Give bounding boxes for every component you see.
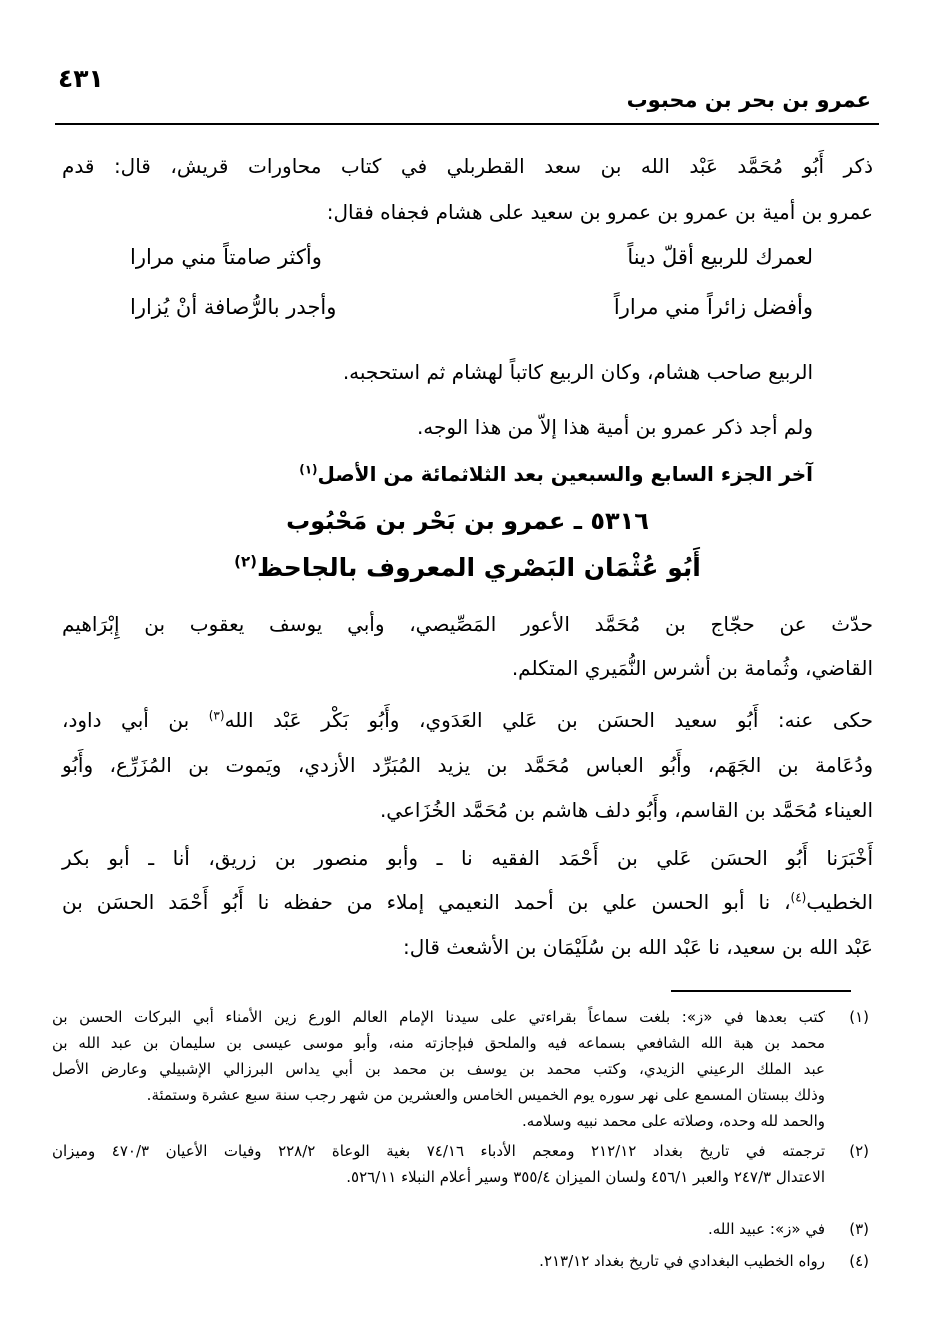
footnote-1-line-2: محمد بن هبة الله الشافعي بسماعه فيه والملحق فبإجازته منه، وأبو موسى عيسى بن سليمان بن عبد الله بن xyxy=(52,1034,825,1052)
footnote-rule xyxy=(671,990,851,992)
footnote-1-line-3: عبد الملك الرعيني الزيدي، وكتب محمد بن يوسف بن محمد بن أبي يداس البرزالي الإشبيلي وعارض الأصل xyxy=(52,1060,825,1078)
verse-2-first-hemistich: وأفضل زائراً مني مراراً xyxy=(613,295,813,319)
footnote-4 xyxy=(52,1252,869,1276)
footnote-3-number: (٣) xyxy=(849,1220,869,1238)
paragraph-7-line-1: أَخْبَرَنا أَبُو الحسَن عَلي بن أَحْمَد الفقيه نا ـ وأبو منصور بن زريق، أنا ـ أبو بكر xyxy=(62,846,873,870)
paragraph-3: ولم أجد ذكر عمرو بن أمية هذا إلاّ من هذا الوجه. xyxy=(416,415,813,439)
entry-title: ٥٣١٦ ـ عمرو بن بَحْر بن مَحْبُوب xyxy=(286,507,649,535)
paragraph-7-line-2-text: ، نا أبو الحسن علي بن أحمد النعيمي إملاء من حفظه نا أَبُو أَحْمَد الحسَن بن xyxy=(62,890,791,914)
entry-subtitle-text: أَبُو عُثْمَان البَصْري المعروف بالجاحظ xyxy=(257,553,701,582)
paragraph-5-line-2: القاضي، وثُمامة بن أشرس النُّمَيري المتكلم. xyxy=(511,656,873,680)
footnote-4-line-1: رواه الخطيب البغدادي في تاريخ بغداد ٢١٣/١٢. xyxy=(539,1252,825,1270)
footnote-4-number: (٤) xyxy=(849,1252,869,1270)
paragraph-7-line-2-start: الخطيب xyxy=(806,890,873,914)
running-title: عمرو بن بحر بن محبوب xyxy=(626,88,871,112)
footnote-1-line-4: وذلك ببستان المسمع على نهر سوره يوم الخميس الخامس والعشرين من شهر رجب سنة سبع عشرة وستمئة. xyxy=(146,1086,825,1104)
paragraph-1-line-1: ذكر أَبُو مُحَمَّد عَبْد الله بن سعد القطربلي في كتاب محاورات قريش، قال: قدم xyxy=(62,154,873,178)
page-number: ٤٣١ xyxy=(58,64,104,93)
paragraph-4 xyxy=(62,462,813,486)
footnote-2-line-1: ترجمته في تاريخ بغداد ٢١٢/١٢ ومعجم الأدباء ٧٤/١٦ بغية الوعاة ٢٢٨/٢ وفيات الأعيان ٤٧٠/٣ وميزان xyxy=(52,1142,825,1160)
footnote-1-line-1: كتب بعدها في «ز»: بلغت سماعاً بقراءتي على سيدنا الإمام العالم الورع زين الأمناء أبي البركات الحسن بن xyxy=(52,1008,825,1026)
paragraph-1-line-2: عمرو بن أمية بن عمرو بن عمرو بن سعيد على هشام فجفاه فقال: xyxy=(326,200,873,224)
footnote-1-number: (١) xyxy=(849,1008,869,1026)
entry-subtitle xyxy=(62,553,873,582)
paragraph-2: الربيع صاحب هشام، وكان الربيع كاتباً لهشام ثم استحجبه. xyxy=(342,360,813,384)
footnote-3 xyxy=(52,1220,869,1244)
paragraph-6-line-2: ودُعَامة بن الجَهَم، وأَبُو العباس مُحَمَّد بن يزيد المُبَرِّد الأزدي، ويَموت بن المُزَرِّع، وأَبُو xyxy=(62,753,873,777)
paragraph-6-line-3: العيناء مُحَمَّد بن القاسم، وأَبُو دلف هاشم بن مُحَمَّد الخُزَاعي. xyxy=(379,798,873,822)
footnote-ref-3: (٣) xyxy=(208,708,225,723)
paragraph-7-line-3: عَبْد الله بن سعيد، نا عَبْد الله بن سُلَيْمَان بن الأشعث قال: xyxy=(403,935,873,959)
footnote-ref-1: (١) xyxy=(299,462,318,477)
paragraph-6-line-1-text: حكى عنه: أَبُو سعيد الحسَن بن عَلي العَدَوي، وأَبُو بَكْر عَبْد الله xyxy=(224,708,873,732)
footnote-ref-4: (٤) xyxy=(790,890,807,905)
footnote-1-line-5: والحمد لله وحده، وصلاته على محمد نبيه وسلامه. xyxy=(522,1112,825,1130)
footnote-2-number: (٢) xyxy=(849,1142,869,1160)
verse-1-second-hemistich: وأكثر صامتاً مني مرارا xyxy=(130,245,322,269)
footnote-2 xyxy=(52,1142,869,1202)
footnote-1 xyxy=(52,1008,869,1148)
paragraph-6-line-1 xyxy=(62,708,873,732)
footnote-2-line-2: الاعتدال ٢٤٧/٣ والعبر ٤٥٦/١ ولسان الميزان ٣٥٥/٤ وسير أعلام النبلاء ٥٢٦/١١. xyxy=(346,1168,825,1186)
paragraph-6-line-1-end: بن أبي داود، xyxy=(62,708,209,732)
footnote-ref-2: (٢) xyxy=(234,552,258,571)
header-rule xyxy=(55,123,879,125)
paragraph-7-line-2 xyxy=(62,890,873,914)
footnote-3-line-1: في «ز»: عبيد الله. xyxy=(707,1220,825,1238)
paragraph-4-text: آخر الجزء السابع والسبعين بعد الثلاثمائة من الأصل xyxy=(317,462,813,486)
paragraph-5-line-1: حدّث عن حجّاج بن مُحَمَّد الأعور المَصِّيصي، وأبي يوسف يعقوب بن إِبْرَاهيم xyxy=(62,612,873,636)
verse-1-first-hemistich: لعمرك للربيع أقلّ ديناً xyxy=(627,245,813,269)
verse-2-second-hemistich: وأجدر بالرُّصافة أنْ يُزارا xyxy=(130,295,337,319)
